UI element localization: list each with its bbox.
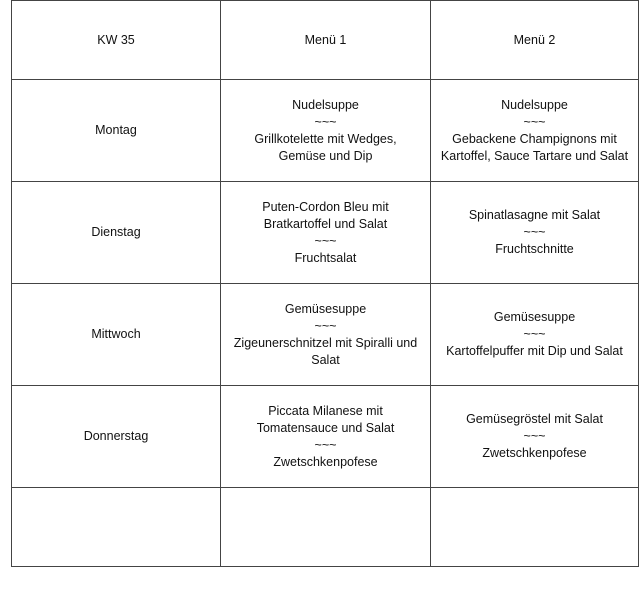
menu-separator: ~~~ <box>314 114 337 129</box>
menu-line: Kartoffel, Sauce Tartare und Salat <box>440 148 629 163</box>
menu2-cell <box>431 386 639 488</box>
menu-line: Gemüse und Dip <box>278 148 373 163</box>
table-row <box>12 386 639 488</box>
menu-line: Zigeunerschnitzel mit Spiralli und <box>233 335 418 350</box>
menu1-header-label: Menü 1 <box>304 32 347 47</box>
menu-line: Salat <box>311 352 340 367</box>
empty-row <box>12 488 639 567</box>
menu-line: Fruchtsalat <box>294 250 357 265</box>
day-cell <box>12 386 221 488</box>
menu2-cell <box>431 182 639 284</box>
day-cell <box>12 284 221 386</box>
menu-line: Gemüsesuppe <box>493 310 576 324</box>
menu-line: Gebackene Champignons mit <box>452 131 617 146</box>
menu-line: Zwetschkenpofese <box>482 446 587 460</box>
menu2-cell <box>431 284 639 386</box>
menu-line: Tomatensauce und Salat <box>256 420 395 435</box>
menu-line: Zwetschkenpofese <box>273 454 378 469</box>
menu-line: Puten-Cordon Bleu mit <box>262 199 389 214</box>
menu-separator: ~~~ <box>314 437 337 452</box>
menu1-cell <box>221 182 431 284</box>
menu1-cell <box>221 386 431 488</box>
empty-cell <box>12 488 221 567</box>
menu2-header-cell <box>431 1 639 80</box>
day-cell <box>12 182 221 284</box>
empty-cell <box>221 488 431 567</box>
day-label: Donnerstag <box>83 429 149 443</box>
menu1-cell <box>221 284 431 386</box>
weekly-menu-table <box>11 0 639 567</box>
header-row <box>12 1 639 80</box>
day-cell <box>12 80 221 182</box>
menu-separator: ~~~ <box>523 225 546 239</box>
menu-separator: ~~~ <box>314 233 337 248</box>
menu1-header-cell <box>221 1 431 80</box>
menu2-cell <box>431 80 639 182</box>
menu-separator: ~~~ <box>523 114 546 129</box>
menu-line: Nudelsuppe <box>501 97 568 112</box>
day-label: Dienstag <box>91 225 141 239</box>
menu-line: Bratkartoffel und Salat <box>263 216 388 231</box>
menu-line: Grillkotelette mit Wedges, <box>254 131 397 146</box>
table-row <box>12 182 639 284</box>
day-label: Mittwoch <box>91 327 141 341</box>
menu-separator: ~~~ <box>314 318 337 333</box>
menu-line: Nudelsuppe <box>292 97 359 112</box>
menu2-header-label: Menü 2 <box>513 32 556 47</box>
menu1-cell <box>221 80 431 182</box>
table-row <box>12 80 639 182</box>
week-header-cell <box>12 1 221 80</box>
menu-separator: ~~~ <box>523 429 546 443</box>
table-row <box>12 284 639 386</box>
menu-line: Piccata Milanese mit <box>268 403 383 418</box>
menu-separator: ~~~ <box>523 327 546 341</box>
menu-line: Kartoffelpuffer mit Dip und Salat <box>446 344 623 358</box>
week-label: KW 35 <box>97 32 135 47</box>
menu-line: Gemüsesuppe <box>284 301 367 316</box>
menu-line: Spinatlasagne mit Salat <box>468 208 601 222</box>
menu-line: Gemüsegröstel mit Salat <box>466 412 603 426</box>
empty-cell <box>431 488 639 567</box>
day-label: Montag <box>95 123 137 137</box>
menu-line: Fruchtschnitte <box>495 242 574 256</box>
